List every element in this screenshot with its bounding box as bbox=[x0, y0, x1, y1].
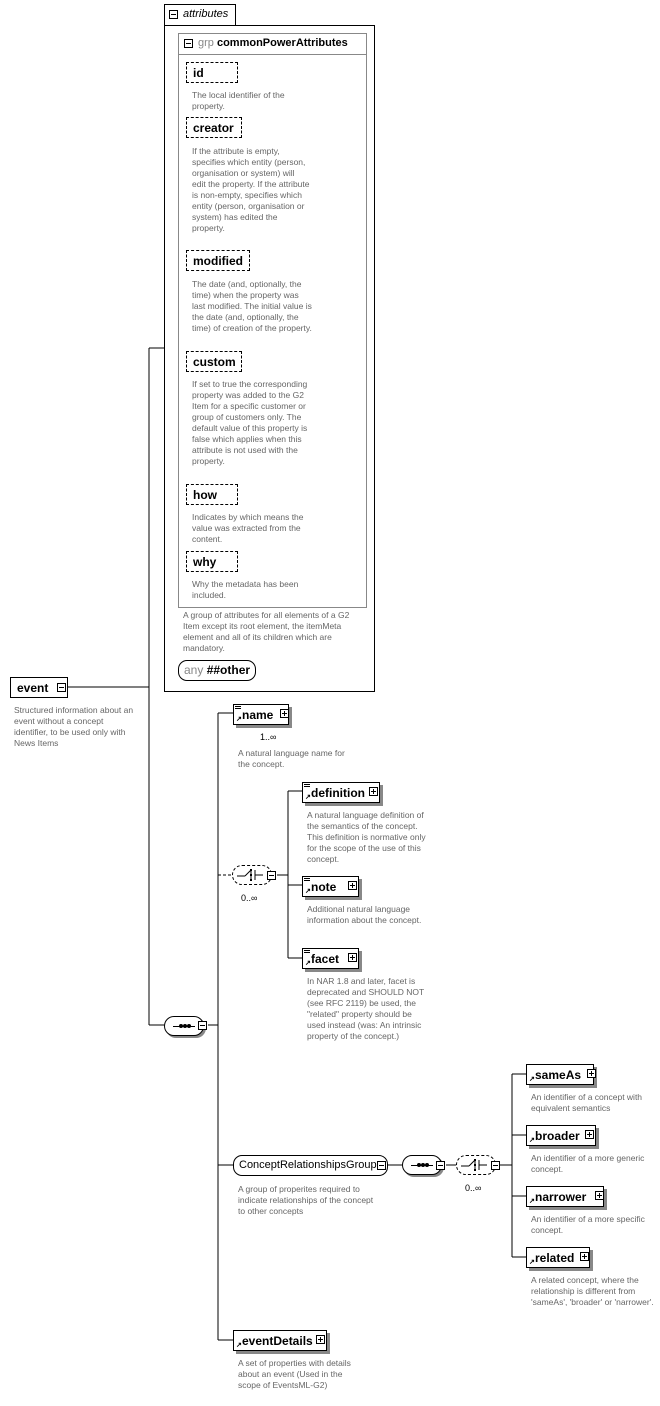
element-note-label: note bbox=[311, 879, 337, 894]
expand-icon[interactable] bbox=[369, 787, 378, 796]
attribute-modified[interactable] bbox=[186, 250, 250, 271]
attribute-id-description: The local identifier of the property. bbox=[192, 90, 285, 111]
attribute-why[interactable] bbox=[186, 551, 238, 572]
group-divider bbox=[178, 54, 367, 55]
related-description: A related concept, where the relationship is different from 'sameAs', 'broader' or 'narrower'. bbox=[531, 1275, 654, 1307]
element-sameas[interactable] bbox=[526, 1064, 594, 1085]
eventdetails-description: A set of properties with details about an event (Used in the scope of EventsML-G2) bbox=[238, 1358, 351, 1390]
reference-arrow-icon: ↗ bbox=[529, 1198, 535, 1205]
attribute-custom[interactable] bbox=[186, 351, 242, 372]
reference-arrow-icon: ↗ bbox=[305, 888, 311, 895]
sequence-icon bbox=[173, 1026, 195, 1027]
sequence-collapse-icon[interactable] bbox=[198, 1021, 207, 1030]
attributes-collapse-icon[interactable] bbox=[169, 10, 178, 19]
attribute-modified-label: modified bbox=[193, 253, 243, 268]
reference-arrow-icon: ↗ bbox=[305, 960, 311, 967]
element-sameas-label: sameAs bbox=[535, 1067, 582, 1082]
group-collapse-icon[interactable] bbox=[184, 39, 193, 48]
attributes-title: attributes bbox=[183, 8, 229, 20]
any-other-attribute[interactable] bbox=[178, 660, 256, 681]
element-broader-label: broader bbox=[535, 1128, 580, 1143]
sameas-description: An identifier of a concept with equivalent semantics bbox=[531, 1092, 643, 1113]
expand-icon[interactable] bbox=[587, 1069, 596, 1078]
crg-description: A group of properites required to indicate relationships of the concept to other concepts bbox=[238, 1184, 374, 1216]
element-eventdetails[interactable] bbox=[233, 1330, 327, 1351]
attribute-creator-description: If the attribute is empty, specifies which entity (person, organisation or system) will edit the property. If the attribute is non-empty, specifies which entity (person, organisation or system) has edited the property. bbox=[192, 146, 310, 233]
multi-icon bbox=[304, 784, 310, 789]
attribute-how-label: how bbox=[193, 487, 217, 502]
attribute-modified-description: The date (and, optionally, the time) when the property was last modified. The initial value is the date (and, optionally, the time) of creation of the property. bbox=[192, 279, 312, 333]
element-definition-label: definition bbox=[311, 785, 365, 800]
expand-icon[interactable] bbox=[348, 953, 357, 962]
reference-arrow-icon: ↗ bbox=[529, 1137, 535, 1144]
crg-choice-cardinality: 0..∞ bbox=[465, 1183, 482, 1193]
facet-description: In NAR 1.8 and later, facet is deprecated and SHOULD NOT (see RFC 2119) be used, the "related" property should be used instead (was: An intrinsic property of the concept.) bbox=[307, 976, 425, 1041]
expand-icon[interactable] bbox=[348, 881, 357, 890]
reference-arrow-icon: ↗ bbox=[529, 1259, 535, 1266]
attribute-why-description: Why the metadata has been included. bbox=[192, 579, 299, 600]
group-prefix: grp bbox=[198, 37, 214, 49]
multi-icon bbox=[235, 706, 241, 711]
event-description: Structured information about an event without a concept identifier, to be used only with News Items bbox=[14, 705, 134, 748]
crg-choice-compositor[interactable] bbox=[456, 1155, 496, 1175]
attribute-custom-description: If set to true the corresponding property was added to the G2 Item for a specific customer or group of customers only. The default value of this property is false which applies when this attribute is not used with the property. bbox=[192, 379, 308, 466]
expand-icon[interactable] bbox=[316, 1335, 325, 1344]
crg-label: ConceptRelationshipsGroup bbox=[239, 1159, 377, 1171]
element-narrower[interactable] bbox=[526, 1186, 604, 1207]
name-cardinality: 1..∞ bbox=[260, 732, 277, 742]
expand-icon[interactable] bbox=[585, 1130, 594, 1139]
note-description: Additional natural language information about the concept. bbox=[307, 904, 422, 925]
multi-icon bbox=[304, 950, 310, 955]
multi-icon bbox=[304, 878, 310, 883]
expand-icon[interactable] bbox=[280, 709, 289, 718]
choice-icon bbox=[457, 1156, 495, 1174]
attribute-how-description: Indicates by which means the value was extracted from the content. bbox=[192, 512, 304, 544]
reference-arrow-icon: ↗ bbox=[236, 1342, 242, 1349]
crg-choice-collapse-icon[interactable] bbox=[491, 1161, 500, 1170]
element-related-label: related bbox=[535, 1250, 575, 1265]
attribute-id-label: id bbox=[193, 65, 204, 80]
sequence-icon bbox=[411, 1165, 433, 1166]
attribute-creator[interactable] bbox=[186, 117, 242, 138]
definition-description: A natural language definition of the semantics of the concept. This definition is normative only for the scope of the use of this concept. bbox=[307, 810, 426, 864]
concept-relationships-group[interactable] bbox=[233, 1155, 388, 1176]
group-description: A group of attributes for all elements of a G2 Item except its root element, the itemMeta element and all of its children which are mandatory. bbox=[183, 610, 350, 653]
attribute-id[interactable] bbox=[186, 62, 238, 83]
collapse-icon[interactable] bbox=[57, 683, 66, 692]
event-label: event bbox=[17, 680, 49, 695]
attribute-why-label: why bbox=[193, 554, 217, 569]
element-facet-label: facet bbox=[311, 951, 340, 966]
attribute-creator-label: creator bbox=[193, 120, 234, 135]
element-eventdetails-label: eventDetails bbox=[242, 1333, 313, 1348]
any-name: ##other bbox=[206, 663, 251, 677]
element-name-label: name bbox=[242, 707, 274, 722]
any-prefix: any bbox=[184, 663, 204, 677]
group-name: commonPowerAttributes bbox=[216, 37, 348, 49]
choice-compositor[interactable] bbox=[232, 865, 272, 885]
broader-description: An identifier of a more generic concept. bbox=[531, 1153, 645, 1174]
reference-arrow-icon: ↗ bbox=[529, 1076, 535, 1083]
attribute-how[interactable] bbox=[186, 484, 238, 505]
expand-icon[interactable] bbox=[595, 1191, 604, 1200]
choice-icon bbox=[233, 866, 271, 884]
crg-collapse-icon[interactable] bbox=[377, 1161, 386, 1170]
element-narrower-label: narrower bbox=[535, 1189, 587, 1204]
group-title bbox=[198, 37, 348, 49]
crg-sequence-collapse-icon[interactable] bbox=[436, 1161, 445, 1170]
choice-cardinality: 0..∞ bbox=[241, 893, 258, 903]
reference-arrow-icon: ↗ bbox=[305, 794, 311, 801]
reference-arrow-icon: ↗ bbox=[236, 716, 242, 723]
expand-icon[interactable] bbox=[580, 1252, 589, 1261]
choice-collapse-icon[interactable] bbox=[267, 871, 276, 880]
attribute-custom-label: custom bbox=[193, 354, 236, 369]
narrower-description: An identifier of a more specific concept. bbox=[531, 1214, 645, 1235]
name-description: A natural language name for the concept. bbox=[238, 748, 345, 769]
